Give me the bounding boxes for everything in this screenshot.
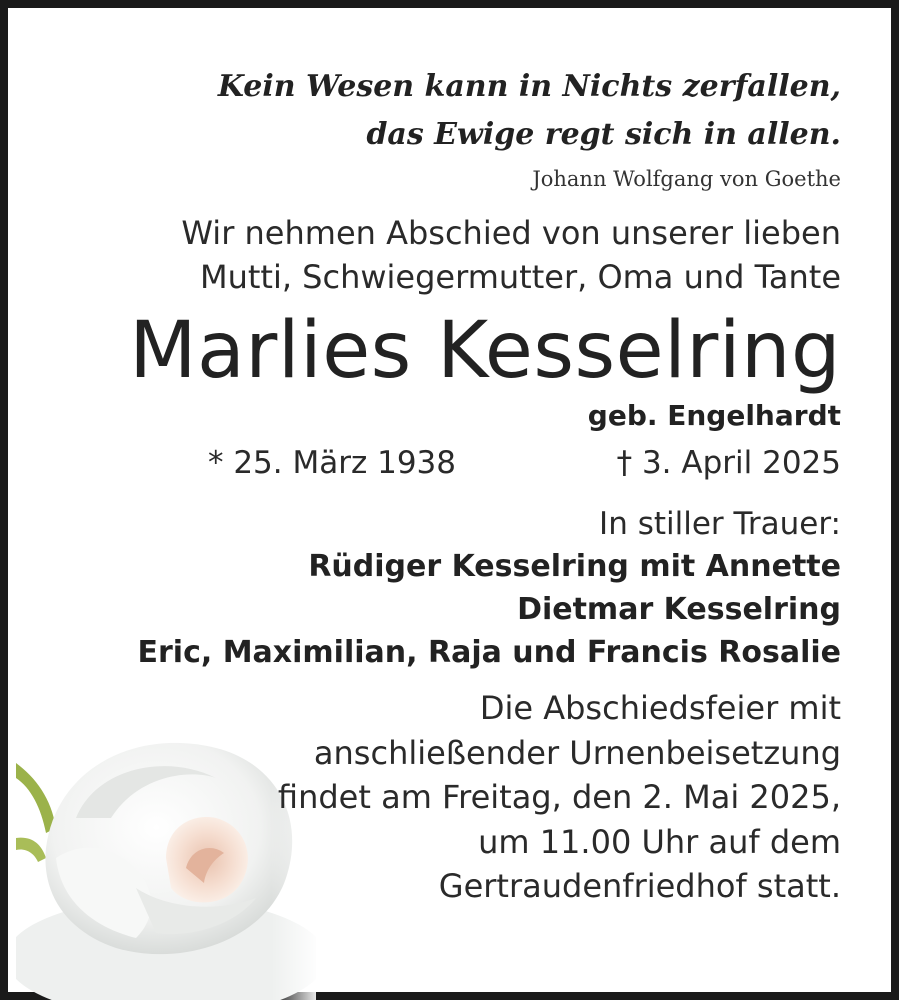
intro-line: Mutti, Schwiegermutter, Oma und Tante bbox=[199, 258, 841, 296]
mourner: Dietmar Kesselring bbox=[517, 592, 841, 627]
mourning-label: In stiller Trauer: bbox=[599, 506, 841, 542]
ceremony-line: findet am Freitag, den 2. Mai 2025, bbox=[277, 778, 841, 816]
deceased-name: Marlies Kesselring bbox=[129, 306, 841, 396]
life-dates bbox=[41, 435, 841, 491]
mourners-list bbox=[41, 545, 841, 674]
death-date: † 3. April 2025 bbox=[616, 445, 841, 481]
mourner: Eric, Maximilian, Raja und Francis Rosalie bbox=[137, 635, 841, 670]
quote-line: das Ewige regt sich in allen. bbox=[366, 117, 841, 152]
ceremony-line: Die Abschiedsfeier mit bbox=[479, 689, 841, 727]
goethe-quote bbox=[41, 63, 841, 159]
ceremony-line: um 11.00 Uhr auf dem bbox=[478, 822, 841, 861]
maiden-name: geb. Engelhardt bbox=[587, 399, 841, 432]
obituary-content bbox=[41, 63, 841, 909]
ceremony-info bbox=[41, 686, 841, 909]
quote-line: Kein Wesen kann in Nichts zerfallen, bbox=[217, 69, 841, 104]
mourner: Rüdiger Kesselring mit Annette bbox=[308, 549, 841, 584]
intro-text bbox=[41, 211, 841, 299]
quote-author: Johann Wolfgang von Goethe bbox=[532, 167, 841, 191]
intro-line: Wir nehmen Abschied von unserer lieben bbox=[181, 214, 841, 252]
ceremony-line: Gertraudenfriedhof statt. bbox=[438, 867, 841, 905]
birth-date: * 25. März 1938 bbox=[207, 445, 456, 481]
ceremony-line: anschließender Urnenbeisetzung bbox=[313, 733, 841, 772]
